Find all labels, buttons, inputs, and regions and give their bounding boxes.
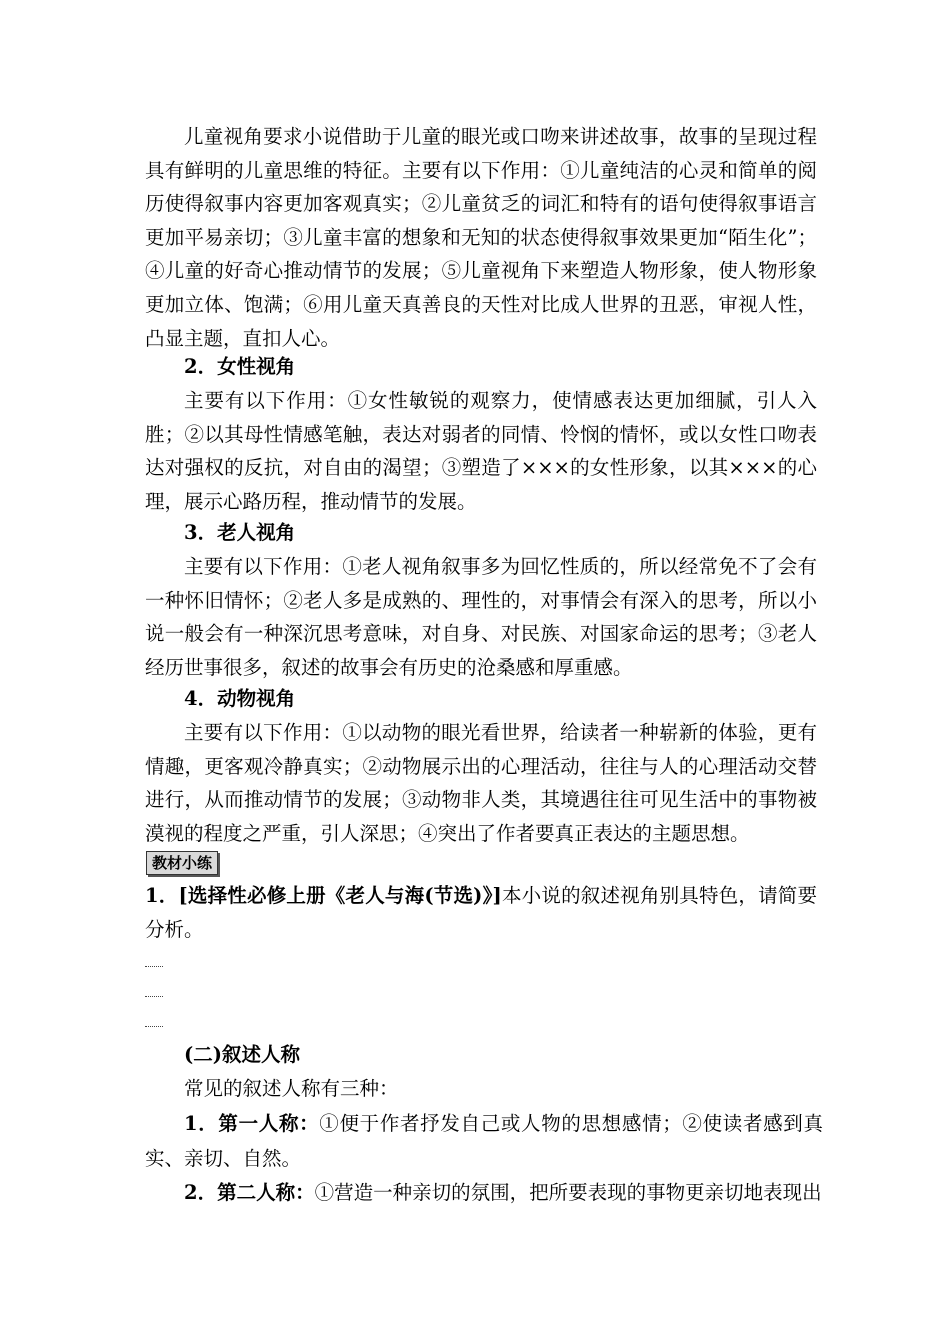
elder-view-heading: 3．老人视角 <box>184 521 296 544</box>
animal-view-heading: 4．动物视角 <box>184 687 296 710</box>
second-person-text: ①营造一种亲切的氛围，把所要表现的事物更亲切地表现出 <box>314 1181 822 1204</box>
elder-view-paragraph: 主要有以下作用：①老人视角叙事多为回忆性质的，所以经常免不了会有一种怀旧情怀；②老人多是成熟的、理性的，对事情会有深入的思考，所以小说一般会有一种深沉思考意味，对自身、对民族、对国家命运的思考；③老人经历世事很多，叙述的故事会有历史的沧桑感和厚重感。 <box>145 555 817 679</box>
first-person-text: ①便于作者抒发自己或人物的思想感情；②使读者感到真实、亲切、自然。 <box>145 1112 823 1170</box>
female-view-heading: 2．女性视角 <box>184 355 296 378</box>
narrative-person-heading: (二)叙述人称 <box>184 1043 300 1066</box>
female-view-paragraph: 主要有以下作用：①女性敏锐的观察力，使情感表达更加细腻，引人入胜；②以其母性情感笔触，表达对弱者的同情、怜悯的情怀，或以女性口吻表达对强权的反抗，对自由的渴望；③塑造了×××的女性形象，以其×××的心理，展示心路历程，推动情节的发展。 <box>145 389 817 513</box>
second-person-label: 2．第二人称： <box>184 1181 315 1204</box>
question-source: 1．[选择性必修上册《老人与海(节选)》] <box>145 884 502 907</box>
narrative-person-intro: 常见的叙述人称有三种： <box>184 1077 399 1100</box>
first-person-label: 1．第一人称： <box>184 1112 320 1135</box>
question-text: 本小说的叙述视角别具特色，请简要分析。 <box>145 884 817 941</box>
second-person-item <box>145 1175 823 1210</box>
answer-line-2 <box>145 996 163 997</box>
child-view-paragraph: 儿童视角要求小说借助于儿童的眼光或口吻来讲述故事，故事的呈现过程具有鲜明的儿童思维的特征。主要有以下作用：①儿童纯洁的心灵和简单的阅历使得叙事内容更加客观真实；②儿童贫乏的词汇和特有的语句使得叙事语言更加平易亲切；③儿童丰富的想象和无知的状态使得叙事效果更加“陌生化”；④儿童的好奇心推动情节的发展；⑤儿童视角下来塑造人物形象，使人物形象更加立体、饱满；⑥用儿童天真善良的天性对比成人世界的丑恶，审视人性，凸显主题，直扣人心。 <box>145 125 817 350</box>
first-person-item <box>145 1106 823 1176</box>
answer-line-1 <box>145 966 163 967</box>
animal-view-paragraph: 主要有以下作用：①以动物的眼光看世界，给读者一种崭新的体验，更有情趣，更客观冷静真实；②动物展示出的心理活动，往往与人的心理活动交替进行，从而推动情节的发展；③动物非人类，其境遇往往可见生活中的事物被漠视的程度之严重，引人深思；④突出了作者要真正表达的主题思想。 <box>145 721 817 845</box>
exercise-badge: 教材小练 <box>146 851 218 875</box>
exercise-question <box>145 879 817 947</box>
answer-line-3 <box>145 1026 163 1027</box>
